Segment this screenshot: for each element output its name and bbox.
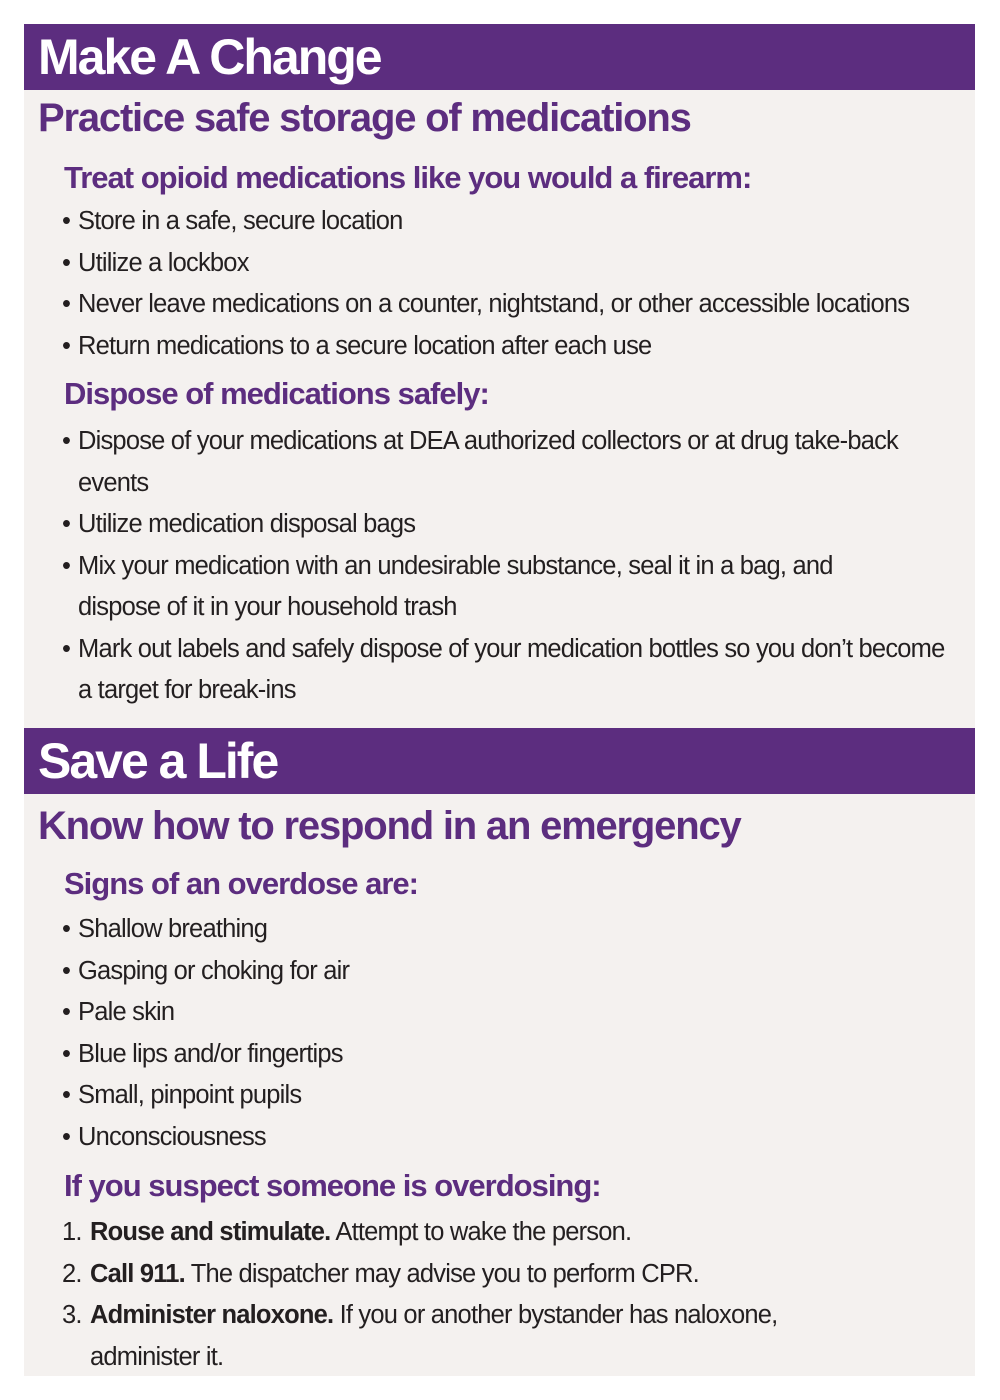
step-item — [62, 1295, 845, 1378]
banner-title: Make A Change — [38, 29, 381, 85]
overdose-signs-subheading: Signs of an overdose are: — [64, 866, 418, 901]
step-action: Rouse and stimulate. — [90, 1218, 331, 1246]
save-a-life-banner — [24, 728, 975, 794]
list-item: • Mark out labels and safely dispose of your medication bottles so you don’t become a target for break-ins — [62, 629, 945, 712]
step-number: 1. — [62, 1218, 82, 1246]
list-item: • Unconsciousness — [62, 1117, 955, 1159]
list-item: • Pale skin — [62, 992, 955, 1034]
bullet-icon: • — [62, 331, 71, 360]
flyer-sheet — [24, 24, 975, 1376]
response-steps-list — [62, 1212, 845, 1378]
bullet-icon: • — [62, 915, 71, 943]
step-item — [62, 1254, 845, 1296]
step-detail: If you or another bystander has naloxone, administer it. — [90, 1301, 778, 1371]
step-action: Administer naloxone. — [90, 1301, 334, 1329]
list-item: • Shallow breathing — [62, 909, 955, 951]
list-item: • Dispose of your medications at DEA authorized collectors or at drug take-back events — [62, 421, 945, 504]
bullet-icon: • — [62, 1122, 71, 1151]
list-item: • Blue lips and/or fingertips — [62, 1034, 955, 1076]
list-item: • Utilize medication disposal bags — [62, 504, 945, 546]
make-a-change-banner — [24, 24, 975, 90]
overdose-signs-list — [62, 909, 955, 1158]
suspect-overdose-subheading: If you suspect someone is overdosing: — [64, 1168, 601, 1203]
firearm-subheading: Treat opioid medications like you would a firearm: — [64, 160, 752, 195]
banner-title: Save a Life — [38, 733, 278, 789]
bullet-icon: • — [62, 1081, 71, 1109]
bullet-icon: • — [62, 634, 71, 663]
list-item: • Store in a safe, secure location — [62, 201, 955, 243]
dispose-subheading: Dispose of medications safely: — [64, 376, 489, 411]
dispose-list — [62, 421, 945, 712]
bullet-icon: • — [62, 1039, 71, 1068]
bullet-icon: • — [62, 510, 71, 538]
bullet-icon: • — [62, 207, 71, 235]
safe-storage-heading: Practice safe storage of medications — [38, 96, 691, 140]
bullet-icon: • — [62, 248, 71, 277]
bullet-icon: • — [62, 290, 71, 318]
step-action: Call 911. — [90, 1259, 185, 1288]
step-detail: The dispatcher may advise you to perform CPR. — [184, 1259, 699, 1288]
storage-list — [62, 201, 955, 367]
bullet-icon: • — [62, 551, 71, 580]
emergency-heading: Know how to respond in an emergency — [38, 804, 741, 848]
step-number: 2. — [62, 1259, 82, 1288]
list-item: • Return medications to a secure location after each use — [62, 326, 955, 368]
bullet-icon: • — [62, 427, 71, 455]
bullet-icon: • — [62, 998, 71, 1026]
list-item: • Mix your medication with an undesirable substance, seal it in a bag, and dispose of it in your household trash — [62, 546, 945, 629]
list-item: • Never leave medications on a counter, nightstand, or other accessible locations — [62, 284, 955, 326]
list-item: • Small, pinpoint pupils — [62, 1075, 955, 1117]
list-item: • Utilize a lockbox — [62, 243, 955, 285]
bullet-icon: • — [62, 956, 71, 985]
step-item — [62, 1212, 845, 1254]
list-item: • Gasping or choking for air — [62, 951, 955, 993]
step-detail: Attempt to wake the person. — [330, 1218, 632, 1246]
step-number: 3. — [62, 1301, 82, 1329]
